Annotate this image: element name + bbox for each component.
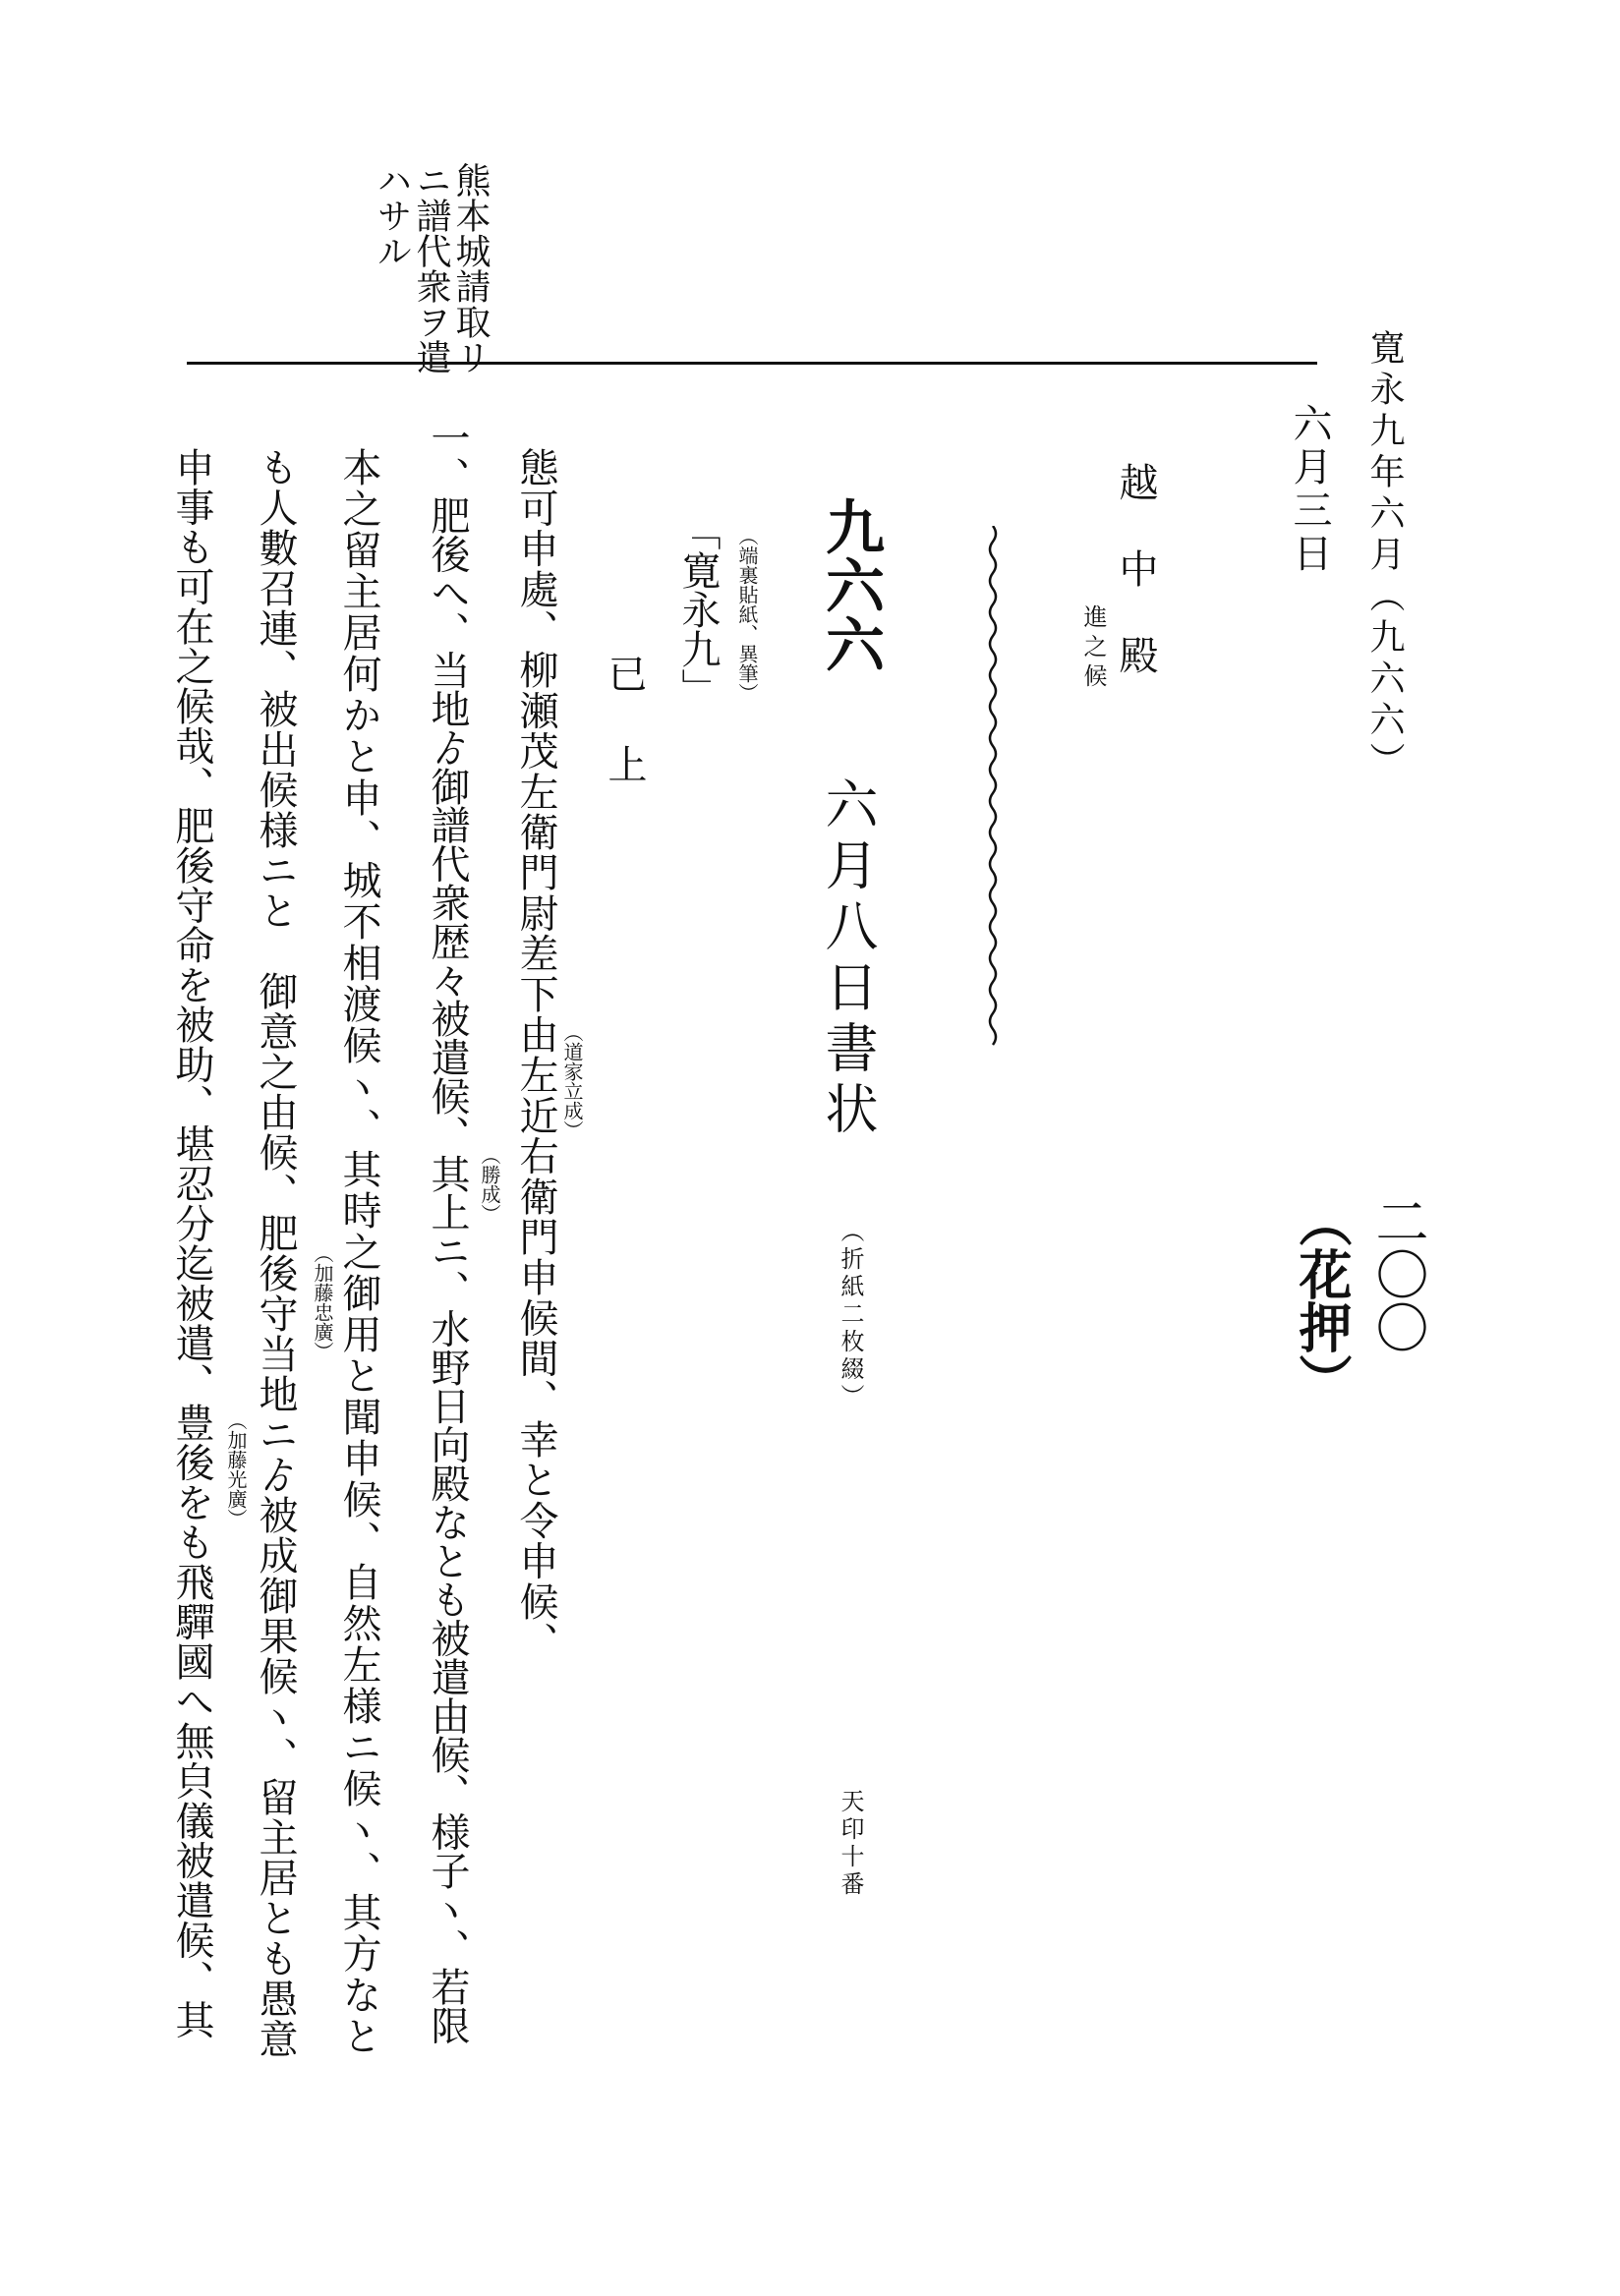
gloss-mizuno: （勝成） (478, 1145, 501, 1224)
document-closing: 已 上 (602, 654, 647, 789)
margin-note-line: 熊本城請取リ (450, 162, 491, 374)
gloss-ieie: （道家立成） (560, 1022, 584, 1140)
margin-rule (187, 362, 1317, 365)
wavy-separator (978, 526, 1008, 2039)
prev-letter-addressee: 越 中 殿 (1113, 462, 1158, 678)
gloss-tadahiro: （加藤忠廣） (311, 1243, 334, 1361)
body-line-2: 一、肥後へ、当地ゟ御譜代衆歴々被遣候、其上ニ、水野日向殿なとも被遣由候、様子ヽ、若限 (425, 418, 470, 2044)
format-note: （折紙二枚綴） (837, 1219, 864, 1411)
page-number: 二〇〇 (1367, 1194, 1429, 1353)
prev-letter-date: 六月三日 (1287, 403, 1332, 576)
endorsement: 「寛永九」 (675, 511, 721, 708)
margin-note-line: ハサル (372, 162, 412, 268)
running-title: 寛永九年六月（九六六） (1364, 329, 1405, 783)
kao-mark: （花押） (1291, 1194, 1354, 1406)
document-number: 九六六 (816, 496, 885, 673)
body-line-4: も人數召連、被出候様ニと 御意之由候、肥後守当地ニゟ被成御果候ヽ、留主居とも愚意 (253, 447, 298, 2059)
document-title: 六月八日書状 (817, 776, 879, 1142)
margin-note-line: ニ譜代衆ヲ遣 (411, 162, 451, 374)
endorsement-note: （端裏貼紙、異筆） (735, 526, 759, 703)
archive-stamp: 天印十番 (837, 1789, 864, 1899)
prev-letter-closing: 進之候 (1079, 604, 1107, 693)
body-line-1: 態可申處、柳瀬茂左衛門尉差下由左近右衛門申候間、幸と令申候、 (513, 447, 558, 1662)
body-line-3: 本之留主居何かと申、城不相渡候ヽ、其時之御用と聞申候、自然左様ニ候ヽ、其方なと (336, 447, 381, 2057)
body-line-5: 申事も可在之候哉、肥後守命を被助、堪忍分迄被遣、豊後をも飛驒國へ無㒵儀被遣候、其 (169, 447, 214, 2039)
gloss-mitsuhiro: （加藤光廣） (224, 1410, 248, 1528)
